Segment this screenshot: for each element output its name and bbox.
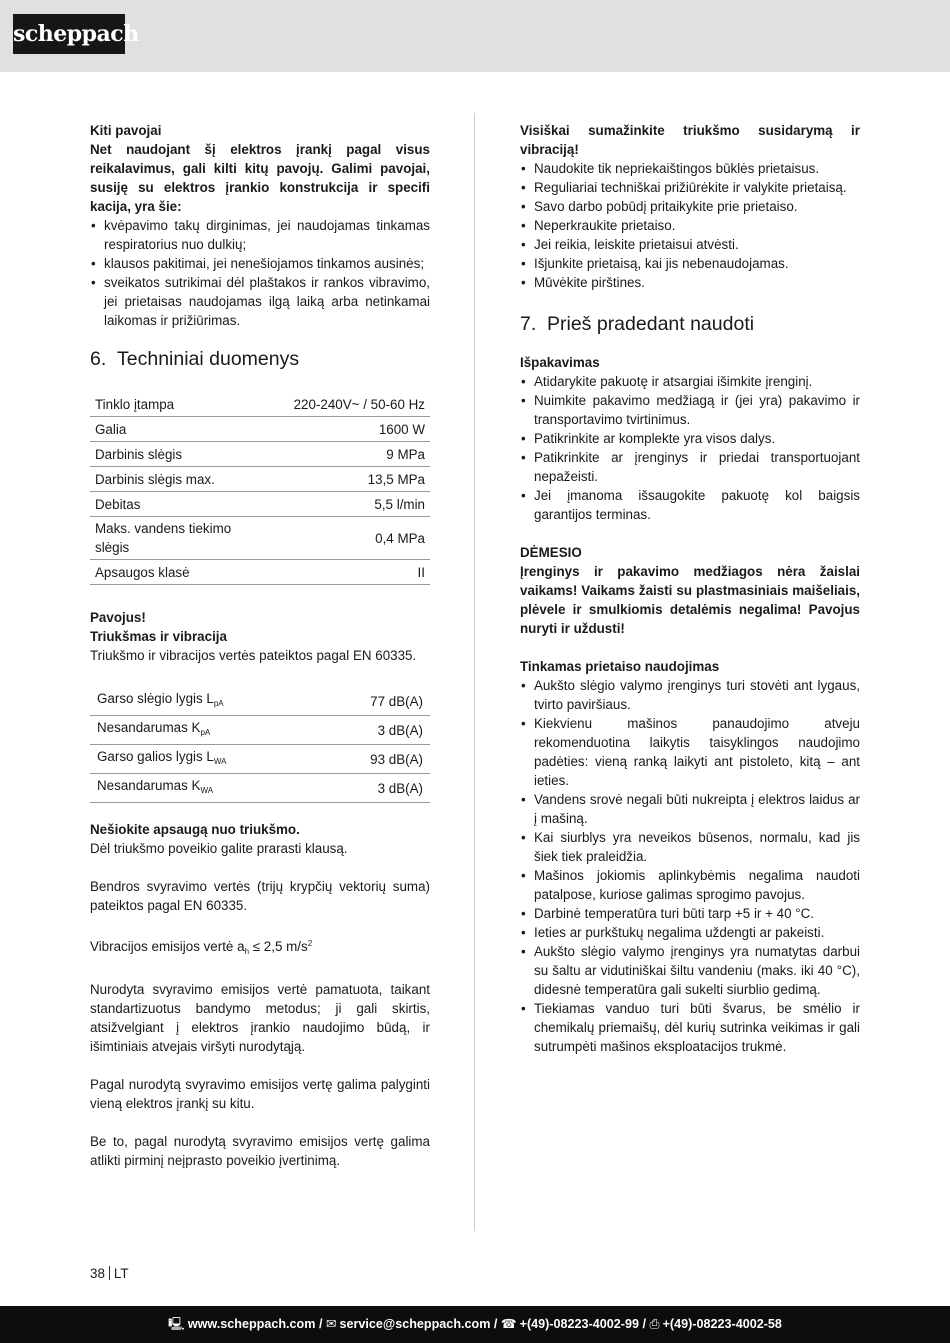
spec-value: 9 MPa <box>270 442 430 467</box>
list-item: • Reguliariai techniškai prižiūrėkite ir valykite prietaisą. <box>520 178 860 197</box>
table-row <box>90 517 430 560</box>
list-item: • sveikatos sutrikimai dėl plaštakos ir rankos vibravimo, jei prietaisas naudojamas ilgą laiką arba netinkamai laikomas ir prižiūrimas. <box>90 273 430 330</box>
language-code: LT <box>113 1266 129 1281</box>
list-item: • Vandens srovė negali būti nukreipta į elektros laidus ar į mašiną. <box>520 790 860 828</box>
table-row <box>90 687 430 716</box>
technical-data-table <box>90 392 430 585</box>
section-7-heading <box>520 312 860 336</box>
fax-icon: ⎙ <box>649 1317 660 1331</box>
table-row <box>90 492 430 517</box>
noise-title: Triukšmas ir vibracija <box>90 629 227 644</box>
table-row <box>90 716 430 745</box>
list-item: • Patikrinkite ar įrenginys ir priedai transportuojant nepažeisti. <box>520 448 860 486</box>
email-link[interactable]: service@scheppach.com <box>339 1317 491 1331</box>
fax-number: +(49)-08223-4002-58 <box>662 1317 782 1331</box>
spec-label: Galia <box>90 417 270 442</box>
noise-label: Nesandarumas $K_{WA}$ <box>90 774 322 803</box>
spec-value: 0,4 MPa <box>270 517 430 560</box>
section-6-heading <box>90 347 430 371</box>
hearing-text: Dėl triukšmo poveikio galite prarasti klausą. <box>90 841 348 856</box>
vibration-paragraph: Pagal nurodytą svyravimo emisijos vertę galima palyginti vieną elektros įrankį su kitu. <box>90 1077 430 1111</box>
section-7-number: 7. <box>520 313 537 335</box>
list-item: • Aukšto slėgio valymo įrenginys yra numatytas darbui su šaltu ar vidutiniškai šiltu vandeniu (maks. iki 40 °C), didesnė temperatūra gali sukelti siurblio gedimą. <box>520 942 860 999</box>
table-row <box>90 774 430 803</box>
noise-value: 77 dB(A) <box>322 687 430 716</box>
spec-label: Darbinis slėgis <box>90 442 270 467</box>
list-item: • Aukšto slėgio valymo įrenginys turi stovėti ant lygaus, tvirto paviršiaus. <box>520 676 860 714</box>
section-6-number: 6. <box>90 348 107 370</box>
page-number-block <box>90 1266 129 1281</box>
list-item: • Savo darbo pobūdį pritaikykite prie prietaiso. <box>520 197 860 216</box>
noise-label: Nesandarumas $K_{pA}$ <box>90 716 322 745</box>
noise-table <box>90 687 430 803</box>
list-item: • Jei reikia, leiskite prietaisui atvėsti. <box>520 235 860 254</box>
list-item: • Patikrinkite ar komplekte yra visos dalys. <box>520 429 860 448</box>
footer-bar: 🖳 www.scheppach.com / ✉ service@scheppach.com / ☎ +(49)-08223-4002-99 / ⎙ +(49)-08223-4002-58 <box>0 1306 950 1343</box>
risks-list <box>90 216 430 330</box>
risks-intro: Net naudojant šį elektros įrankį pagal visus reikalavimus, gali kilti kitų pavojų. Galimi pavojai, susiję su elektros įrankio konstrukcija ir specifi kacija, yra šie: <box>90 142 430 214</box>
vibration-paragraph: Nurodyta svyravimo emisijos vertė pamatuota, taikant standartizuotus bandymo metodus; ji gali skirtis, atsižvelgiant į elektros įrankio naudojimo būdą, ir išimtiniais atvejais viršyti nurodytąją. <box>90 982 430 1054</box>
reduce-noise-title: Visiškai sumažinkite triukšmo susidarymą ir vibraciją! <box>520 123 860 157</box>
spec-label: Maks. vandens tiekimo slėgis <box>90 517 270 560</box>
list-item: • Nuimkite pakavimo medžiagą ir (jei yra) pakavimo ir transportavimo tvirtinimus. <box>520 391 860 429</box>
risks-title: Kiti pavojai <box>90 123 162 138</box>
list-item: • Mašinos jokiomis aplinkybėmis negalima naudoti patalpose, kuriose galimas sprogimo pavojus. <box>520 866 860 904</box>
attention-text: Įrenginys ir pakavimo medžiagos nėra žaislai vaikams! Vaikams žaisti su plastmasiniais maišeliais, plėvele ir smulkiomis detalėmis negalima! Pavojus nuryti ir uždusti! <box>520 564 860 636</box>
spec-label: Debitas <box>90 492 270 517</box>
noise-value: 93 dB(A) <box>322 745 430 774</box>
spec-value: II <box>270 560 430 585</box>
computer-icon: 🖳 <box>168 1317 185 1331</box>
spec-label: Apsaugos klasė <box>90 560 270 585</box>
list-item: • Jei įmanoma išsaugokite pakuotę kol baigsis garantijos terminas. <box>520 486 860 524</box>
page-separator <box>109 1266 110 1280</box>
left-column <box>90 121 430 1170</box>
list-item: • Tiekiamas vanduo turi būti švarus, be smėlio ir chemikalų priemaišų, dėl kurių sutrinka veikimas ir gali sutrumpėti mašinos eksploatacijos trukmė. <box>520 999 860 1056</box>
hearing-title: Nešiokite apsaugą nuo triukšmo. <box>90 822 300 837</box>
noise-label: Garso slėgio lygis $L_{pA}$ <box>90 687 322 716</box>
list-item: • Neperkraukite prietaiso. <box>520 216 860 235</box>
noise-label: Garso galios lygis $L_{WA}$ <box>90 745 322 774</box>
section-6-title: Techniniai duomenys <box>117 348 300 370</box>
section-7-title: Prieš pradedant naudoti <box>547 313 755 335</box>
header-bar <box>0 0 950 72</box>
unpack-list <box>520 372 860 524</box>
page-number: 38 <box>90 1266 105 1281</box>
right-column <box>520 121 860 1056</box>
phone-icon: ☎ <box>500 1317 517 1331</box>
vibration-total-text: Bendros svyravimo vertės (trijų krypčių vektorių suma) pateiktos pagal EN 60335. <box>90 879 430 913</box>
noise-value: 3 dB(A) <box>322 774 430 803</box>
list-item: • Atidarykite pakuotę ir atsargiai išimkite įrenginį. <box>520 372 860 391</box>
list-item: • Ieties ar purkštukų negalima uždengti ar pakeisti. <box>520 923 860 942</box>
spec-label: Tinklo įtampa <box>90 392 270 417</box>
website-link[interactable]: www.scheppach.com <box>187 1317 316 1331</box>
table-row <box>90 417 430 442</box>
spec-value: 220-240V~ / 50-60 Hz <box>270 392 430 417</box>
list-item: • klausos pakitimai, jei nenešiojamos tinkamos ausinės; <box>90 254 430 273</box>
vibration-paragraph: Be to, pagal nurodytą svyravimo emisijos vertę galima atlikti pirminį neįprasto poveikio įvertinimą. <box>90 1134 430 1168</box>
attention-title: DĖMESIO <box>520 545 582 560</box>
danger-label: Pavojus! <box>90 610 146 625</box>
list-item: • Mūvėkite pirštines. <box>520 273 860 292</box>
email-icon: ✉ <box>325 1317 337 1331</box>
list-item: • kvėpavimo takų dirginimas, jei naudojamas tinkamas respiratorius nuo dulkių; <box>90 216 430 254</box>
table-row <box>90 467 430 492</box>
noise-text: Triukšmo ir vibracijos vertės pateiktos pagal EN 60335. <box>90 648 417 663</box>
table-row <box>90 392 430 417</box>
list-item: • Darbinė temperatūra turi būti tarp +5 ir + 40 °C. <box>520 904 860 923</box>
proper-use-list <box>520 676 860 1056</box>
proper-use-title: Tinkamas prietaiso naudojimas <box>520 659 720 674</box>
list-item: • Kiekvienu mašinos panaudojimo atveju rekomenduotina laikytis taisyklingos naudojimo padėties: vieną ranką laikyti ant pistoleto, kitą – ant ieties. <box>520 714 860 790</box>
spec-value: 5,5 l/min <box>270 492 430 517</box>
spec-label: Darbinis slėgis max. <box>90 467 270 492</box>
table-row <box>90 745 430 774</box>
list-item: • Išjunkite prietaisą, kai jis nebenaudojamas. <box>520 254 860 273</box>
scheppach-logo: scheppach <box>13 14 125 54</box>
vibration-value: Vibracijos emisijos vertė $a_h \le 2,5$ $m/s^2$ <box>90 939 313 956</box>
spec-value: 13,5 MPa <box>270 467 430 492</box>
list-item: • Kai siurblys yra neveikos būsenos, normalu, kad jis šiek tiek praleidžia. <box>520 828 860 866</box>
table-row <box>90 560 430 585</box>
spec-value: 1600 W <box>270 417 430 442</box>
list-item: • Naudokite tik nepriekaištingos būklės prietaisus. <box>520 159 860 178</box>
column-divider <box>474 113 475 1231</box>
reduce-noise-list <box>520 159 860 292</box>
phone-number: +(49)-08223-4002-99 <box>519 1317 639 1331</box>
unpack-title: Išpakavimas <box>520 355 600 370</box>
noise-value: 3 dB(A) <box>322 716 430 745</box>
table-row <box>90 442 430 467</box>
